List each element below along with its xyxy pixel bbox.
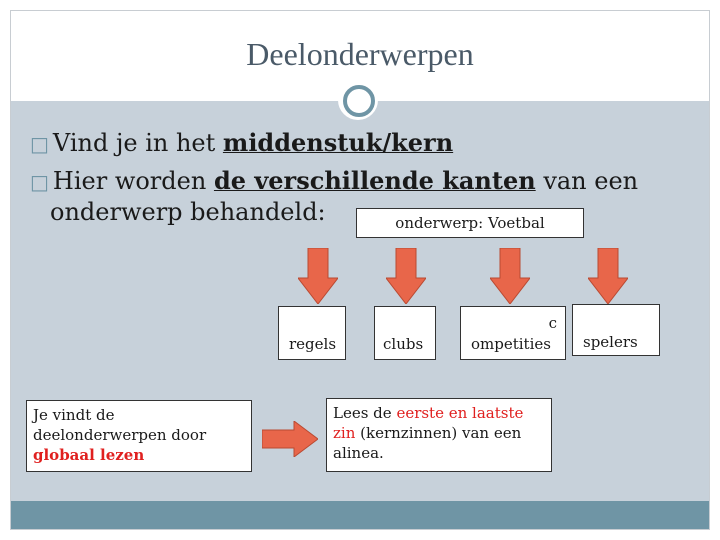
bullet-1-emphasis: middenstuk/kern (222, 128, 454, 157)
subtopic-label: clubs (383, 335, 424, 353)
bullet-1 (30, 128, 453, 157)
slide-title: Deelonderwerpen (246, 36, 474, 72)
title-divider-left (11, 99, 345, 101)
bullet-2 (30, 166, 638, 195)
arrow-down-icon (386, 248, 426, 304)
right-note-line2 (333, 423, 545, 443)
right-note-line1 (333, 403, 545, 423)
right-note-box (326, 398, 552, 472)
left-note-line1: Je vindt de (33, 406, 115, 424)
arrow-right-icon (262, 421, 318, 457)
bullet-1-prefix: Vind je in het (52, 129, 223, 157)
bullet-2-emphasis: de verschillende kanten (213, 166, 536, 195)
arrow-down-icon (490, 248, 530, 304)
left-note-box (26, 400, 252, 472)
topic-box: onderwerp: Voetbal (356, 208, 584, 238)
subtopic-box-spelers (572, 304, 660, 356)
arrow-down-icon (298, 248, 338, 304)
footer-bar (11, 501, 709, 529)
right-note-text: (kernzinnen) van een (355, 424, 522, 442)
subtopic-label: regels (289, 335, 337, 353)
subtopic-label: ompetities (471, 335, 551, 353)
arrow-down-icon (588, 248, 628, 304)
circle-ornament (338, 80, 378, 120)
circle-ornament-ring (343, 85, 375, 117)
bullet-2-line2: onderwerp behandeld: (50, 198, 326, 226)
bullet-2-suffix: van een (535, 167, 639, 195)
title-divider-right (386, 99, 709, 101)
subtopic-label: spelers (583, 333, 638, 351)
subtopic-box-clubs (374, 306, 436, 360)
left-note-highlight: globaal lezen (33, 446, 145, 464)
bullet-icon: □ (30, 132, 49, 156)
subtopic-label-fragment: c (548, 314, 557, 332)
right-note-highlight-2: zin (333, 424, 356, 442)
subtopic-box-competities (460, 306, 566, 360)
right-note-highlight-1: eerste en laatste (396, 404, 524, 422)
subtopic-box-regels (278, 306, 346, 360)
right-note-line3: alinea. (333, 444, 384, 462)
bullet-icon: □ (30, 170, 49, 194)
left-note-line2: deelonderwerpen door (33, 426, 207, 444)
bullet-2-prefix: Hier worden (52, 167, 214, 195)
right-note-text: Lees de (333, 404, 397, 422)
